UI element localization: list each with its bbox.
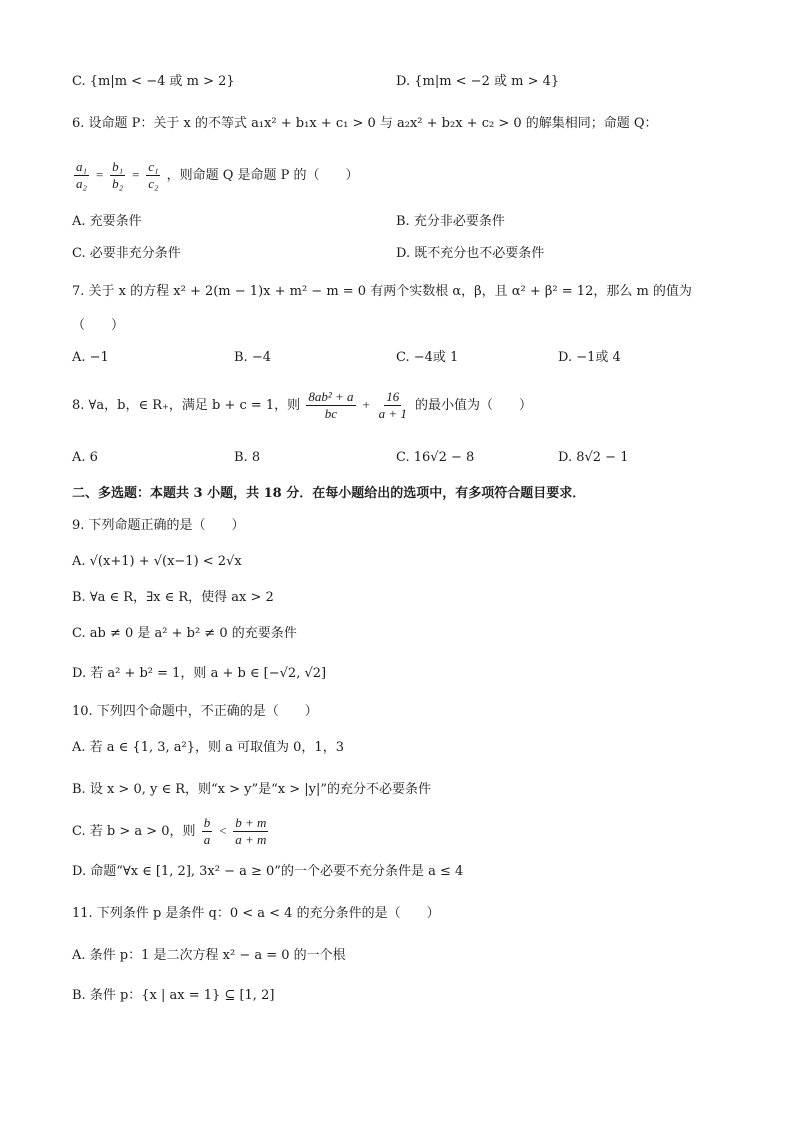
q9-option-b: B. ∀a ∈ R，∃x ∈ R，使得 ax > 2 [72, 590, 274, 605]
q8-frac2-den: a + 1 [378, 406, 407, 421]
q11-stem: 11. 下列条件 p 是条件 q：0 < a < 4 的充分条件的是（ ） [72, 906, 440, 921]
q9-option-d: D. 若 a² + b² = 1，则 a + b ∈ [−√2, √2] [72, 666, 327, 681]
q9-option-a: A. √(x+1) + √(x−1) < 2√x [72, 554, 242, 569]
q8-option-d: D. 8√2 − 1 [558, 450, 629, 465]
q7-option-b: B. −4 [234, 350, 271, 365]
q10-frac1-num: b [203, 815, 211, 830]
q11-option-a: A. 条件 p：1 是二次方程 x² − a = 0 的一个根 [72, 948, 346, 963]
q6-frac-b [110, 159, 125, 192]
q8-plus: + [361, 397, 371, 412]
q6-eq2: = [131, 167, 141, 182]
q6-frac-b-num: b₁ [112, 159, 124, 174]
q10-stem: 10. 下列四个命题中，不正确的是（ ） [72, 704, 318, 719]
q9-option-c: C. ab ≠ 0 是 a² + b² ≠ 0 的充要条件 [72, 626, 297, 641]
q5-option-d: D. {m|m < −2 或 m > 4} [396, 74, 560, 89]
q7-option-a: A. −1 [72, 350, 109, 365]
q8-frac2 [377, 389, 409, 422]
q8-frac1-den: bc [324, 406, 338, 421]
q8-option-a: A. 6 [72, 450, 98, 465]
q6-frac-c-den: c₂ [148, 176, 159, 191]
q10-lt: < [218, 823, 228, 838]
q10-option-c-head: C. 若 b > a > 0，则 [72, 824, 196, 839]
q6-frac-c-num: c₁ [148, 159, 159, 174]
q11-option-b: B. 条件 p：{x | ax = 1} ⊆ [1, 2] [72, 988, 275, 1003]
q7-paren: （ ） [72, 318, 125, 333]
q6-frac-c [146, 159, 160, 192]
q10-option-a: A. 若 a ∈ {1, 3, a²}，则 a 可取值为 0，1，3 [72, 740, 344, 755]
q8-option-c: C. 16√2 − 8 [396, 450, 475, 465]
q10-frac1 [202, 815, 213, 848]
q6-frac-a [74, 159, 89, 192]
q10-frac2-num: b + m [235, 815, 267, 830]
q10-frac2 [233, 815, 268, 848]
q10-frac2-den: a + m [235, 832, 267, 847]
q8-frac2-num: 16 [386, 389, 400, 404]
q8-frac1-num: 8ab² + a [308, 389, 354, 404]
q6-stem-tail: ，则命题 Q 是命题 P 的（ ） [166, 168, 359, 183]
q6-option-a: A. 充要条件 [72, 214, 142, 229]
q10-option-c [72, 812, 270, 850]
q7-option-d: D. −1或 4 [558, 350, 621, 365]
q6-stem-line1: 6. 设命题 P：关于 x 的不等式 a₁x² + b₁x + c₁ > 0 与 a₂x² + b₂x + c₂ > 0 的解集相同；命题 Q： [72, 116, 658, 131]
section-heading: 二、多选题：本题共 3 小题，共 18 分．在每小题给出的选项中，有多项符合题目要求． [72, 486, 586, 501]
q10-option-d: D. 命题“∀x ∈ [1, 2], 3x² − a ≥ 0”的一个必要不充分条件是 a ≤ 4 [72, 864, 464, 879]
q10-frac1-den: a [203, 832, 211, 847]
q6-stem-line2 [72, 156, 359, 194]
q5-option-c: C. {m|m < −4 或 m > 2} [72, 74, 235, 89]
q7-option-c: C. −4或 1 [396, 350, 459, 365]
q8-frac1 [306, 389, 355, 422]
q8-option-b: B. 8 [234, 450, 261, 465]
q8-stem-tail: 的最小值为（ ） [414, 398, 532, 413]
q8-stem-head: 8. ∀a，b，∈ R₊，满足 b + c = 1，则 [72, 398, 301, 413]
q10-option-b: B. 设 x > 0, y ∈ R，则“x > y”是“x > |y|”的充分不必要条件 [72, 782, 432, 797]
q6-option-d: D. 既不充分也不必要条件 [396, 246, 545, 261]
q6-frac-a-den: a₂ [76, 176, 88, 191]
q6-option-c: C. 必要非充分条件 [72, 246, 181, 261]
q6-frac-b-den: b₂ [112, 176, 124, 191]
q8-stem [72, 386, 532, 424]
q6-option-b: B. 充分非必要条件 [396, 214, 505, 229]
q9-stem: 9. 下列命题正确的是（ ） [72, 518, 245, 533]
q7-stem: 7. 关于 x 的方程 x² + 2(m − 1)x + m² − m = 0 有两个实数根 α，β，且 α² + β² = 12，那么 m 的值为 [72, 284, 692, 299]
q6-eq1: = [95, 167, 104, 182]
q6-frac-a-num: a₁ [76, 159, 88, 174]
